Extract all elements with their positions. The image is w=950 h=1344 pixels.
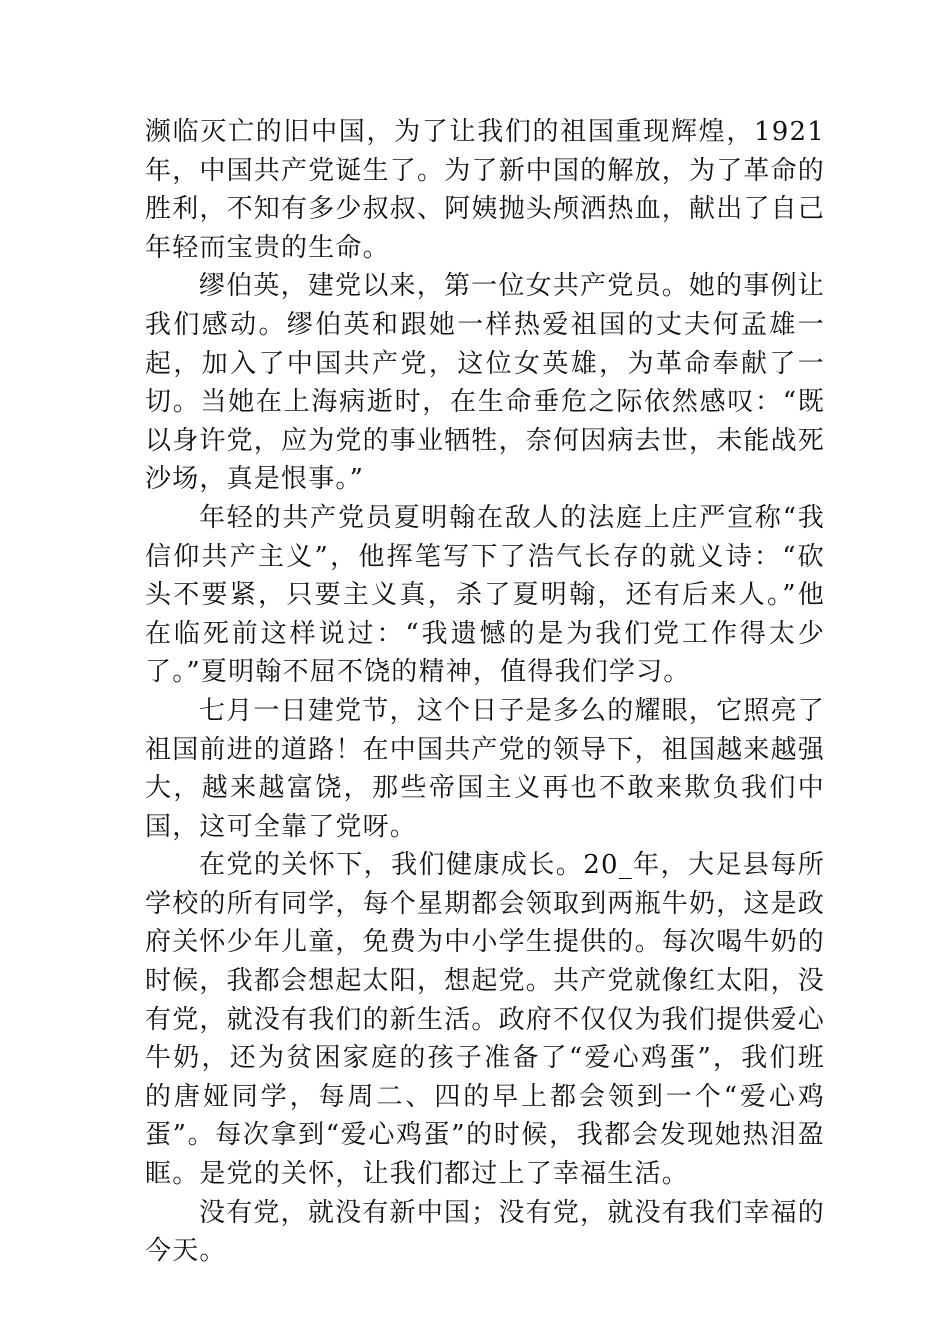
paragraph-conclusion: 没有党，就没有新中国；没有党，就没有我们幸福的今天。 (145, 1197, 825, 1267)
document-body (145, 113, 825, 1271)
paragraph-miao-boying: 缪伯英，建党以来，第一位女共产党员。她的事例让我们感动。缪伯英和跟她一样热爱祖国的丈夫何孟雄一起，加入了中国共产党，这位女英雄，为革命奉献了一切。当她在上海病逝时，在生命垂危之际依然感叹：“既以身许党，应为党的事业牺牲，奈何因病去世，未能战死沙场，真是恨事。” (145, 271, 826, 495)
paragraph-party-day: 七月一日建党节，这个日子是多么的耀眼，它照亮了祖国前进的道路！在中国共产党的领导下，祖国越来越强大，越来越富饶，那些帝国主义再也不敢来欺负我们中国，这可全靠了党呀。 (145, 695, 826, 842)
paragraph-growing-up: 在党的关怀下，我们健康成长。20_年，大足县每所学校的所有同学，每个星期都会领取到两瓶牛奶，这是政府关怀少年儿童，免费为中小学生提供的。每次喝牛奶的时候，我都会想起太阳，想起党。共产党就像红太阳，没有党，就没有我们的新生活。政府不仅仅为我们提供爱心牛奶，还为贫困家庭的孩子准备了“爱心鸡蛋”，我们班的唐娅同学，每周二、四的早上都会领到一个“爱心鸡蛋”。每次拿到“爱心鸡蛋”的时候，我都会发现她热泪盈眶。是党的关怀，让我们都过上了幸福生活。 (145, 850, 826, 1190)
paragraph-xia-minghan: 年轻的共产党员夏明翰在敌人的法庭上庄严宣称“我信仰共产主义”，他挥笔写下了浩气长存的就义诗：“砍头不要紧，只要主义真，杀了夏明翰，还有后来人。”他在临死前这样说过：“我遗憾的是为我们党工作得太少了。”夏明翰不屈不饶的精神，值得我们学习。 (145, 502, 825, 688)
paragraph-continuation: 濒临灭亡的旧中国，为了让我们的祖国重现辉煌，1921年，中国共产党诞生了。为了新中国的解放，为了革命的胜利，不知有多少叔叔、阿姨抛头颅洒热血，献出了自己年轻而宝贵的生命。 (145, 117, 826, 263)
